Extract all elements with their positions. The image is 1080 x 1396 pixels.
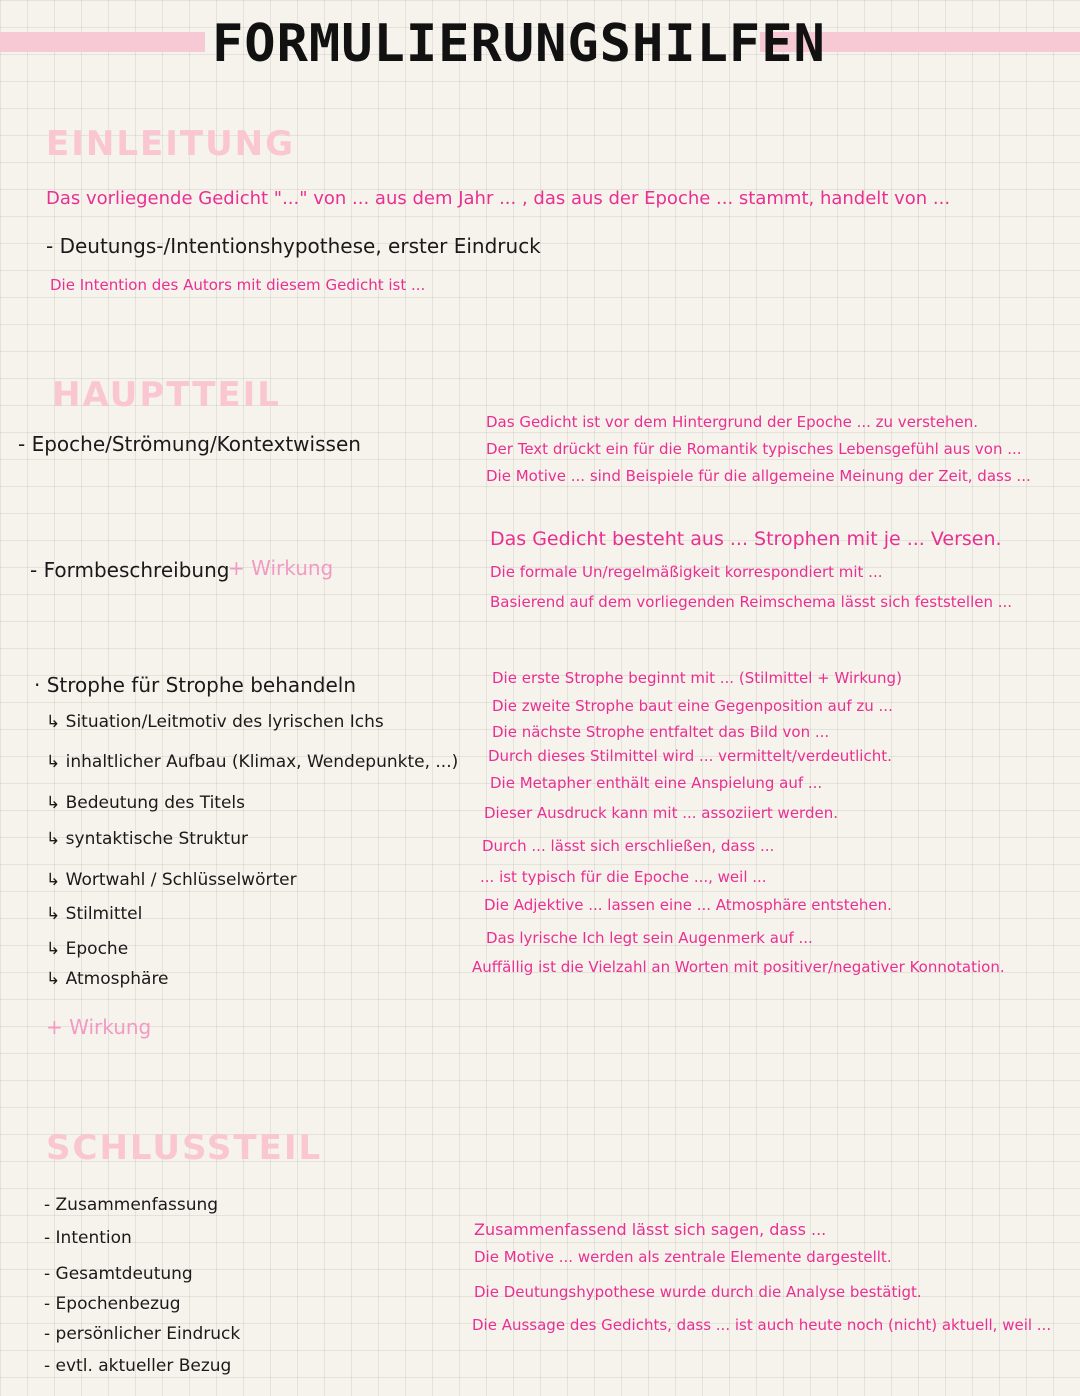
strophe-line-5: Die Metapher enthält eine Anspielung auf ... [490, 774, 823, 792]
strophe-item-4: ↳ syntaktische Struktur [46, 829, 248, 849]
strophe-line-7: Durch ... lässt sich erschließen, dass ... [482, 837, 775, 855]
schluss-item-2: - Intention [44, 1228, 132, 1248]
strophe-line-10: Das lyrische Ich legt sein Augenmerk auf ... [486, 929, 813, 947]
schluss-item-4: - Epochenbezug [44, 1294, 181, 1314]
epoche-line-1: Das Gedicht ist vor dem Hintergrund der Epoche ... zu verstehen. [486, 413, 979, 431]
einleitung-line-2: - Deutungs-/Intentionshypothese, erster Eindruck [46, 234, 541, 258]
section-heading-hauptteil: HAUPTTEIL [52, 375, 281, 415]
schluss-item-5: - persönlicher Eindruck [44, 1324, 241, 1344]
strophe-item-6: ↳ Stilmittel [46, 904, 143, 924]
schluss-line-2: Die Motive ... werden als zentrale Elemente dargestellt. [474, 1248, 892, 1266]
einleitung-line-3: Die Intention des Autors mit diesem Gedicht ist ... [50, 276, 426, 294]
strophe-item-5: ↳ Wortwahl / Schlüsselwörter [46, 870, 297, 890]
strophe-line-6: Dieser Ausdruck kann mit ... assoziiert werden. [484, 804, 838, 822]
epoche-label: - Epoche/Strömung/Kontextwissen [18, 432, 361, 456]
schluss-item-3: - Gesamtdeutung [44, 1264, 193, 1284]
strophe-line-11: Auffällig ist die Vielzahl an Worten mit positiver/negativer Konnotation. [472, 958, 1005, 976]
epoche-line-3: Die Motive ... sind Beispiele für die allgemeine Meinung der Zeit, dass ... [486, 467, 1031, 485]
strophe-line-4: Durch dieses Stilmittel wird ... vermittelt/verdeutlicht. [488, 747, 892, 765]
schluss-line-4: Die Aussage des Gedichts, dass ... ist auch heute noch (nicht) aktuell, weil ... [472, 1316, 1052, 1334]
strophe-item-2: ↳ inhaltlicher Aufbau (Klimax, Wendepunkte, ...) [46, 752, 459, 772]
strophe-label: · Strophe für Strophe behandeln [34, 673, 357, 697]
einleitung-line-1: Das vorliegende Gedicht "..." von ... aus dem Jahr ... , das aus der Epoche ... stammt, handelt von ... [46, 188, 951, 209]
strophe-item-1: ↳ Situation/Leitmotiv des lyrischen Ichs [46, 712, 384, 732]
strophe-line-3: Die nächste Strophe entfaltet das Bild von ... [492, 723, 830, 741]
strophe-item-8: ↳ Atmosphäre [46, 969, 169, 989]
form-label: - Formbeschreibung [30, 558, 230, 582]
form-line-2: Die formale Un/regelmäßigkeit korrespondiert mit ... [490, 563, 883, 581]
strophe-line-9: Die Adjektive ... lassen eine ... Atmosphäre entstehen. [484, 896, 892, 914]
page-title: FORMULIERUNGSHILFEN [212, 14, 826, 74]
schluss-line-3: Die Deutungshypothese wurde durch die Analyse bestätigt. [474, 1283, 922, 1301]
strophe-item-7: ↳ Epoche [46, 939, 129, 959]
form-wirkung-note: + Wirkung [228, 556, 334, 580]
epoche-line-2: Der Text drückt ein für die Romantik typisches Lebensgefühl aus von ... [486, 440, 1022, 458]
strophe-line-8: ... ist typisch für die Epoche ..., weil ... [480, 868, 767, 886]
form-line-1: Das Gedicht besteht aus ... Strophen mit je ... Versen. [490, 528, 1002, 550]
schluss-line-1: Zusammenfassend lässt sich sagen, dass ... [474, 1220, 827, 1239]
strophe-item-3: ↳ Bedeutung des Titels [46, 793, 246, 813]
section-heading-schlussteil: SCHLUSSTEIL [46, 1128, 323, 1168]
strophe-line-2: Die zweite Strophe baut eine Gegenposition auf zu ... [492, 697, 893, 715]
schluss-item-1: - Zusammenfassung [44, 1195, 219, 1215]
strophe-line-1: Die erste Strophe beginnt mit ... (Stilmittel + Wirkung) [492, 669, 902, 687]
strophe-wirkung-note: + Wirkung [46, 1015, 152, 1039]
schluss-item-6: - evtl. aktueller Bezug [44, 1356, 232, 1376]
section-heading-einleitung: EINLEITUNG [46, 124, 296, 164]
form-line-3: Basierend auf dem vorliegenden Reimschema lässt sich feststellen ... [490, 593, 1013, 611]
title-highlight-left [0, 32, 205, 52]
